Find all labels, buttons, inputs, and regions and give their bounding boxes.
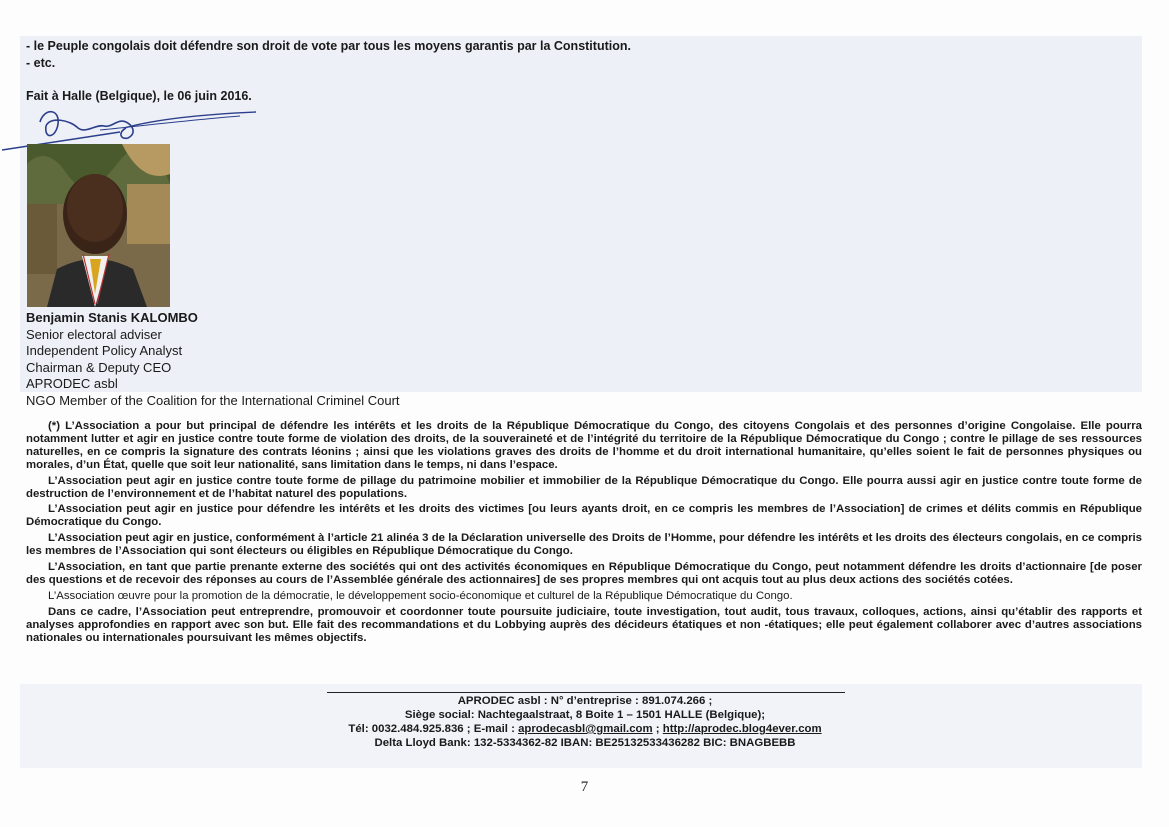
signatory-title: NGO Member of the Coalition for the International Criminel Court <box>26 392 400 408</box>
bullet-line: - le Peuple congolais doit défendre son droit de vote par tous les moyens garantis par la Constitution. <box>26 39 631 53</box>
dateline: Fait à Halle (Belgique), le 06 juin 2016. <box>26 89 252 103</box>
signatory-name: Benjamin Stanis KALOMBO <box>26 310 198 325</box>
signatory-title: Independent Policy Analyst <box>26 343 183 358</box>
footnote-paragraph: L’Association peut agir en justice pour défendre les intérêts et les droits des victimes [ou leurs ayants droit, en ce compris les membres de l’Association] de crimes et délits commis en République Démocratique du Congo. <box>26 503 1142 529</box>
footer-contact-line <box>260 722 910 736</box>
footnote-paragraph: Dans ce cadre, l’Association peut entreprendre, promouvoir et coordonner toute poursuite judiciaire, toute investigation, tout audit, tous travaux, colloques, actions, ainsi qu’établir des rapports et analyses approfondies en rapport avec son but. Elle fait des recommandations et du Lobbying auprès des décideurs étatiques et non -étatiques; elle peut également collaborer avec d’autres associations nationales ou internationales poursuivant les mêmes objectifs. <box>26 605 1142 644</box>
footnote-paragraph: L’Association, en tant que partie prenante externe des sociétés qui ont des activités économiques en République Démocratique du Congo, peut notamment défendre les droits d’actionnaire [de poser des questions et de recevoir des réponses au cours de l’Assemblée générale des actionnaires] de ses propres membres qui ont acquis tout au plus deux actions des sociétés cotées. <box>26 561 1142 586</box>
statement-bullets <box>26 38 631 72</box>
footer-phone: Tél: 0032.484.925.836 ; E-mail : <box>348 723 519 735</box>
footnote-paragraph: L’Association peut agir en justice contre toute forme de pillage du patrimoine mobilier et immobilier de la République Démocratique du Congo. Elle pourra aussi agir en justice contre toute forme de destruction de l’environnement et de l’habitat naturel des populations. <box>26 474 1142 500</box>
footer-bank: Delta Lloyd Bank: 132-5334362-82 IBAN: BE25132533436282 BIC: BNAGBEBB <box>374 737 796 749</box>
page-number: 7 <box>580 779 589 795</box>
signatory-block <box>26 310 400 409</box>
signatory-photo <box>27 144 170 307</box>
footnote-paragraph: L’Association œuvre pour la promotion de la démocratie, le développement socio-économique et culturel de la République Démocratique du Congo. <box>48 589 793 602</box>
signatory-title: APRODEC asbl <box>26 376 118 391</box>
footer-separator: ; <box>652 723 663 735</box>
footnote-paragraph: L’Association peut agir en justice, conformément à l’article 21 alinéa 3 de la Déclaration universelle des Droits de l’Homme, pour défendre les intérêts et les droits des électeurs congolais, en ce compris les membres de l’Association qui sont électeurs ou éligibles en République Démocratique du Congo. <box>26 532 1142 558</box>
bullet-line: - etc. <box>26 56 56 70</box>
signatory-title: Senior electoral adviser <box>26 326 162 342</box>
footer-company-number: APRODEC asbl : N° d’entreprise : 891.074.266 ; <box>457 695 713 707</box>
association-footnotes <box>26 420 1142 648</box>
letterhead-footer <box>260 694 910 750</box>
footer-address: Siège social: Nachtegaalstraat, 8 Boite 1 – 1501 HALLE (Belgique); <box>404 709 766 721</box>
website-link[interactable]: http://aprodec.blog4ever.com <box>662 723 822 735</box>
signatory-title: Chairman & Deputy CEO <box>26 359 172 375</box>
email-link[interactable]: aprodecasbl@gmail.com <box>518 723 653 735</box>
footnote-paragraph: (*) L’Association a pour but principal de défendre les intérêts et les droits de la République Démocratique du Congo, des citoyens Congolais et des personnes d’origine Congolaise. Elle pourra notamment lutter et agir en justice contre toute forme de violation des droits, de la souveraineté et de l’intégrité du territoire de la République Démocratique du Congo ; contre le pillage de ses ressources naturelles, en ce compris la signature des contrats léonins ; ainsi que les violations graves des droits de l’homme et du droit international humanitaire, qu’elles soient le fait de personnes physiques ou morales, d’un État, quelle que soit leur nationalité, sans limitation dans le temps, ni dans l’espace. <box>26 420 1142 471</box>
footer-divider <box>327 692 845 693</box>
